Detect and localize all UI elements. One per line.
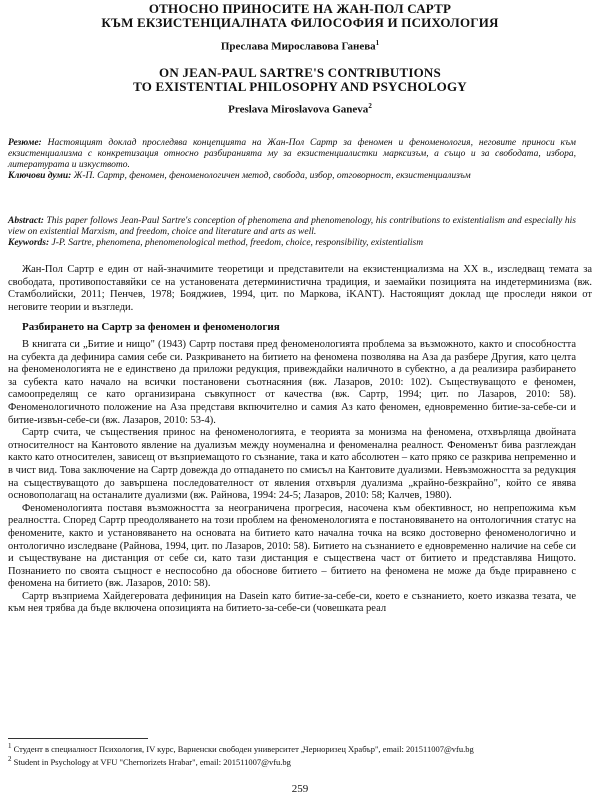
intro-paragraph: Жан-Пол Сартр е един от най-значимите теоретици и представители на екзистенциализма на XX в., изследващ темата за свободата, противопоставяйки се на установената детерминистична традиция, и заемайки позицията на индетерминизма (вж. Стамболийски, 2011; Пенчев, 1978; Бояджиев, 1994, цит. по Маркова, iKANT). Настоящият доклад ще проследи някои от неговите теории и възгледи. [8, 264, 592, 313]
author-en [0, 100, 600, 117]
abstract-en-text [8, 216, 576, 238]
author-bg-footnote-mark: 1 [375, 39, 380, 47]
keywords-bg-body: Ж-П. Сартр, феномен, феноменологичен метод, свобода, избор, отговорност, екзистенциализъм [73, 171, 471, 181]
footnote-2 [8, 754, 576, 767]
body-paragraph-1: В книгата си „Битие и нищо" (1943) Сартр поставя пред феноменологията проблема за възможното, както и способността на субекта да дефинира самия себе си. Разкриването на битието на феномена позволява на Аза да разбере Другия, като целта на феноменологията не е единствено да приложи редукция, привеждайки наличното в субектно, а да реализира разбирането за субекта като начало на всички постановени съотнасяния (вж. Лазаров, 2010: 102). Съществуващото е феномен, самоопределящ се като организирана съвкупност от качества (вж. Сартр, 1994; цит. по Лазаров, 2010: 58). Феноменологичното положение на Аза представя вкпючително и самия Аз като феномен, едновременно битие-за-себе-си и битие-извън-себе-си (вж. Лазаров, 2010: 53-4). [8, 339, 576, 426]
abstract-bg-label: Резюме: [8, 138, 42, 148]
keywords-bg-label: Ключови думи: [8, 171, 72, 181]
body-paragraph-2: Сартр счита, че съществения принос на феноменологията, е теорията за монизма на феномена, отхвърляща двойната относителност на Кантовото явление на дуализъм между ноуменална и феноменална реалност. Феноменът бива разглеждан както като относителен, зависещ от възприемащото го съзнание, така и като абсолютен – като пряко се разкрива непременно и в чист вид. Това заключение на Сартр довежда до отпадането по смисъл на Кантовите дуализми. Невъзможността за редукция на съществуващото до завършена последователност от явления отхвърля дуализма „крайно-безкрайно", който се явява основополагащ на останалите дуализми (вж. Райнова, 1994: 24-5; Лазаров, 2010: 58; Калчев, 1980). [8, 427, 576, 502]
title-en-block [0, 66, 600, 117]
title-bg-block [0, 2, 600, 54]
footnote-1 [8, 741, 576, 754]
intro-block [8, 264, 592, 314]
author-bg [0, 37, 600, 54]
author-en-footnote-mark: 2 [368, 102, 372, 110]
footnote-1-text: Студент в специалност Психология, IV курс, Варненски свободен университет „Черноризец Храбър", email: 201511007@vfu.bg [13, 743, 474, 754]
abstract-bg-text [8, 138, 576, 171]
keywords-en-body: J-P. Sartre, phenomena, phenomenological method, freedom, choice, responsibility, existentialism [51, 238, 424, 248]
keywords-en [8, 238, 576, 249]
section-heading: Разбирането на Сартр за феномен и феноменология [22, 321, 280, 333]
page-number: 259 [291, 783, 309, 795]
footnote-rule [8, 738, 148, 739]
footnote-2-mark: 2 [8, 754, 12, 763]
title-en-line-1: ON JEAN-PAUL SARTRE'S CONTRIBUTIONS [159, 65, 441, 80]
abstract-en-label: Abstract: [8, 216, 44, 226]
abstract-en-body: This paper follows Jean-Paul Sartre's conception of phenomena and phenomenology, his contributions to existentialism and especially his view on existential Marxism, and freedom, choice and literature and arts as well. [8, 216, 577, 237]
footnotes [0, 738, 584, 767]
title-en-line-2: TO EXISTENTIAL PHILOSOPHY AND PSYCHOLOGY [133, 79, 467, 94]
title-bg-line-1: ОТНОСНО ПРИНОСИТЕ НА ЖАН-ПОЛ САРТР [148, 1, 452, 16]
main-section [0, 321, 584, 616]
section-body [8, 339, 576, 616]
body-paragraph-4: Сартр възприема Хайдегеровата дефиниция на Dasein като битие-за-себе-си, което е съзнанието, което изказва тезата, че към нея трябва да бъде включена опозицията на битието-за-себе-си (човешката реал [8, 590, 576, 615]
footnote-2-text: Student in Psychology at VFU "Chernorizets Hrabar", email: 201511007@vfu.bg [13, 756, 291, 767]
author-bg-name: Преслава Мирославова Ганева [220, 40, 376, 53]
author-en-name: Preslava Miroslavova Ganeva [228, 103, 369, 116]
footnote-1-mark: 1 [8, 742, 12, 750]
abstract-bg-body: Настоящият доклад проследява концепцията на Жан-Пол Сартр за феномен и феноменология, неговите приноси към екзистенциализма с конкретизация относно разбиранията му за екзистенциалистки марксизъм, а също и за свободата, избора, литературата и изкуството. [8, 138, 576, 170]
abstract-en [0, 216, 584, 249]
title-bg-line-2: КЪМ ЕКЗИСТЕНЦИАЛНАТА ФИЛОСОФИЯ И ПСИХОЛОГИЯ [101, 15, 499, 30]
keywords-bg [8, 171, 576, 182]
body-paragraph-3: Феноменологията поставя възможността за неограничена прогресия, насочена към обективност, но непрепожима към реалността. Според Сартр преодоляването на този проблем на феноменологията е постановяването на онтологичния статус на феномените, както и установяването на основата на битието като начална точка на всяко достоверно феноменологично и онтологично изследване (Райнова, 1994, цит. по Лазаров, 2010: 58). Битието на съзнанието е едновременно наличие на себе си и съществуване на дистанция от себе си, като тази дистанция е съществена част от битието и представлява Нищото. Познанието по своята същност е неспособно да обоснове битието – битието на феномена не може да бъде приравнено с феномена на битието (вж. Лазаров, 2010: 58). [8, 502, 576, 590]
abstract-bg [0, 138, 584, 182]
keywords-en-label: Keywords: [8, 238, 50, 248]
